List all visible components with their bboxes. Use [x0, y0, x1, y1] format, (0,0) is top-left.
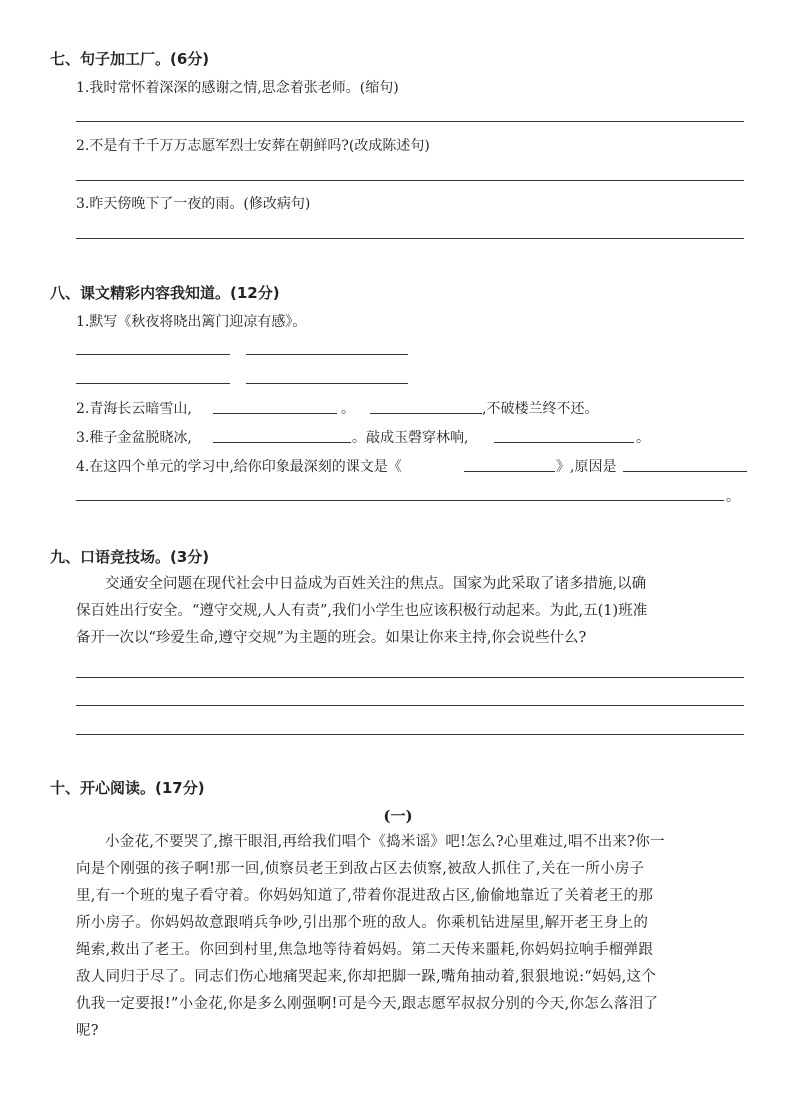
section-8-question-3-mid: 。敲成玉磬穿林响, — [352, 430, 469, 446]
section-8-question-1: 1.默写《秋夜将晓出篱门迎凉有感》。 — [76, 314, 307, 330]
section-7-question-3: 3.昨天傍晚下了一夜的雨。(修改病句) — [76, 196, 311, 212]
answer-line[interactable] — [246, 383, 408, 384]
paragraph-line: 敌人同归于尽了。同志们伤心地痛哭起来,你却把脚一跺,嘴角抽动着,狠狠地说:“妈妈,这个 — [76, 969, 657, 985]
paragraph-line: 备开一次以“珍爱生命,遵守交规”为主题的班会。如果让你来主持,你会说些什么? — [76, 630, 587, 646]
section-8-question-4-start: 4.在这四个单元的学习中,给你印象最深刻的课文是《 — [76, 459, 402, 475]
paragraph-line: 保百姓出行安全。“遵守交规,人人有责”,我们小学生也应该积极行动起来。为此,五(1)班准 — [76, 603, 648, 619]
answer-line[interactable] — [76, 238, 744, 239]
answer-line[interactable] — [76, 677, 744, 678]
section-9-heading: 九、口语竞技场。(3分) — [50, 548, 210, 566]
paragraph-line: 小金花,不要哭了,擦干眼泪,再给我们唱个《捣米谣》吧!怎么?心里难过,唱不出来?你一 — [105, 834, 665, 850]
answer-line[interactable] — [623, 471, 747, 472]
paragraph-line: 向是个刚强的孩子啊!那一回,侦察员老王到敌占区去侦察,被敌人抓住了,关在一所小房子 — [76, 861, 645, 877]
answer-line[interactable] — [76, 180, 744, 181]
section-8-question-4-end: 。 — [726, 489, 740, 505]
paragraph-line: 所小房子。你妈妈故意跟哨兵争吵,引出那个班的敌人。你乘机钻进屋里,解开老王身上的 — [76, 915, 649, 931]
answer-line[interactable] — [494, 442, 634, 443]
answer-line[interactable] — [213, 442, 351, 443]
section-7-question-1: 1.我时常怀着深深的感谢之情,思念着张老师。(缩句) — [76, 80, 399, 96]
section-8-question-2-mid: 。 — [341, 401, 355, 417]
section-8-question-2-end: ,不破楼兰终不还。 — [482, 401, 599, 417]
section-8-question-2-start: 2.青海长云暗雪山, — [76, 401, 192, 417]
section-8-question-3-start: 3.稚子金盆脱晓冰, — [76, 430, 192, 446]
section-10-heading: 十、开心阅读。(17分) — [50, 779, 205, 797]
paragraph-line: 交通安全问题在现代社会中日益成为百姓关注的焦点。国家为此采取了诸多措施,以确 — [105, 576, 647, 592]
answer-line[interactable] — [76, 500, 724, 501]
paragraph-line: 仇我一定要报!”小金花,你是多么刚强啊!可是今天,跟志愿军叔叔分别的今天,你怎么落泪了 — [76, 996, 659, 1012]
answer-line[interactable] — [76, 705, 744, 706]
section-8-heading: 八、课文精彩内容我知道。(12分) — [50, 284, 280, 302]
section-9-paragraph — [76, 571, 647, 652]
answer-line[interactable] — [464, 471, 555, 472]
answer-line[interactable] — [213, 413, 337, 414]
paragraph-line: 里,有一个班的鬼子看守着。你妈妈知道了,带着你混进敌占区,偷偷地靠近了关着老王的那 — [76, 888, 654, 904]
section-7-heading: 七、句子加工厂。(6分) — [50, 50, 210, 68]
answer-line[interactable] — [76, 121, 744, 122]
answer-line[interactable] — [76, 383, 230, 384]
reading-part-title: (一) — [383, 807, 413, 825]
paragraph-line: 呢? — [76, 1023, 99, 1039]
paragraph-line: 绳索,救出了老王。你回到村里,焦急地等待着妈妈。第二天传来噩耗,你妈妈拉响手榴弹跟 — [76, 942, 654, 958]
answer-line[interactable] — [246, 354, 408, 355]
section-7-question-2: 2.不是有千千万万志愿军烈士安葬在朝鲜吗?(改成陈述句) — [76, 138, 430, 154]
answer-line[interactable] — [76, 354, 230, 355]
section-8-question-3-end: 。 — [636, 430, 650, 446]
answer-line[interactable] — [76, 734, 744, 735]
answer-line[interactable] — [370, 413, 482, 414]
reading-passage — [76, 829, 665, 1045]
section-8-question-4-mid: 》,原因是 — [556, 459, 617, 475]
